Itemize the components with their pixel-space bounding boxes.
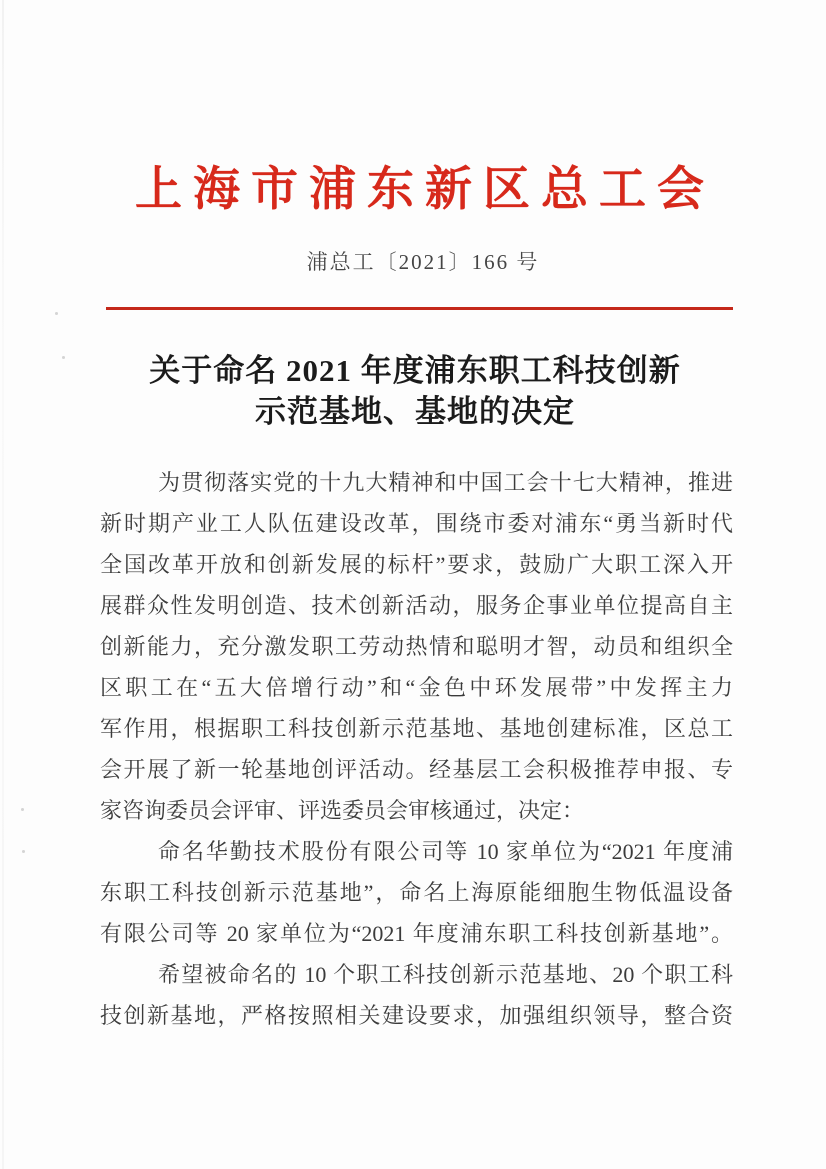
body-line: 创新能力，充分激发职工劳动热情和聪明才智，动员和组织全	[100, 634, 733, 659]
document-body	[100, 462, 733, 1036]
paragraph-1	[100, 462, 733, 831]
header-divider-line	[106, 307, 733, 310]
document-reference-number: 浦总工〔2021〕166 号	[306, 250, 540, 274]
scan-speckle	[55, 312, 58, 315]
body-line: 命名华勤技术股份有限公司等 10 家单位为“2021 年度浦	[158, 839, 733, 864]
body-line: 为贯彻落实党的十九大精神和中国工会十七大精神，推进	[158, 470, 733, 495]
body-line: 家咨询委员会评审、评选委员会审核通过，决定：	[100, 798, 585, 823]
document-title-line-1: 关于命名 2021 年度浦东职工科技创新	[149, 353, 681, 388]
scan-edge-artifact	[2, 0, 4, 1169]
document-title-line-2: 示范基地、基地的决定	[255, 394, 575, 429]
body-line: 会开展了新一轮基地创评活动。经基层工会积极推荐申报、专	[100, 757, 733, 782]
paragraph-2	[100, 831, 733, 954]
body-line: 展群众性发明创造、技术创新活动，服务企事业单位提高自主	[100, 593, 733, 618]
document-title	[2, 350, 826, 432]
body-line: 希望被命名的 10 个职工科技创新示范基地、20 个职工科	[158, 962, 733, 987]
paragraph-3	[100, 954, 733, 1036]
document-header-org-name: 上海市浦东新区总工会	[135, 164, 715, 216]
scan-speckle	[22, 850, 25, 853]
body-line: 有限公司等 20 家单位为“2021 年度浦东职工科技创新基地”。	[100, 921, 733, 946]
scan-speckle	[21, 808, 24, 811]
body-line: 东职工科技创新示范基地”，命名上海原能细胞生物低温设备	[100, 880, 733, 905]
body-line: 军作用，根据职工科技创新示范基地、基地创建标准，区总工	[100, 716, 733, 741]
body-line: 新时期产业工人队伍建设改革，围绕市委对浦东“勇当新时代	[100, 511, 733, 536]
body-line: 技创新基地，严格按照相关建设要求，加强组织领导，整合资	[100, 1003, 733, 1028]
body-line: 区职工在“五大倍增行动”和“金色中环发展带”中发挥主力	[100, 675, 733, 700]
body-line: 全国改革开放和创新发展的标杆”要求，鼓励广大职工深入开	[100, 552, 733, 577]
